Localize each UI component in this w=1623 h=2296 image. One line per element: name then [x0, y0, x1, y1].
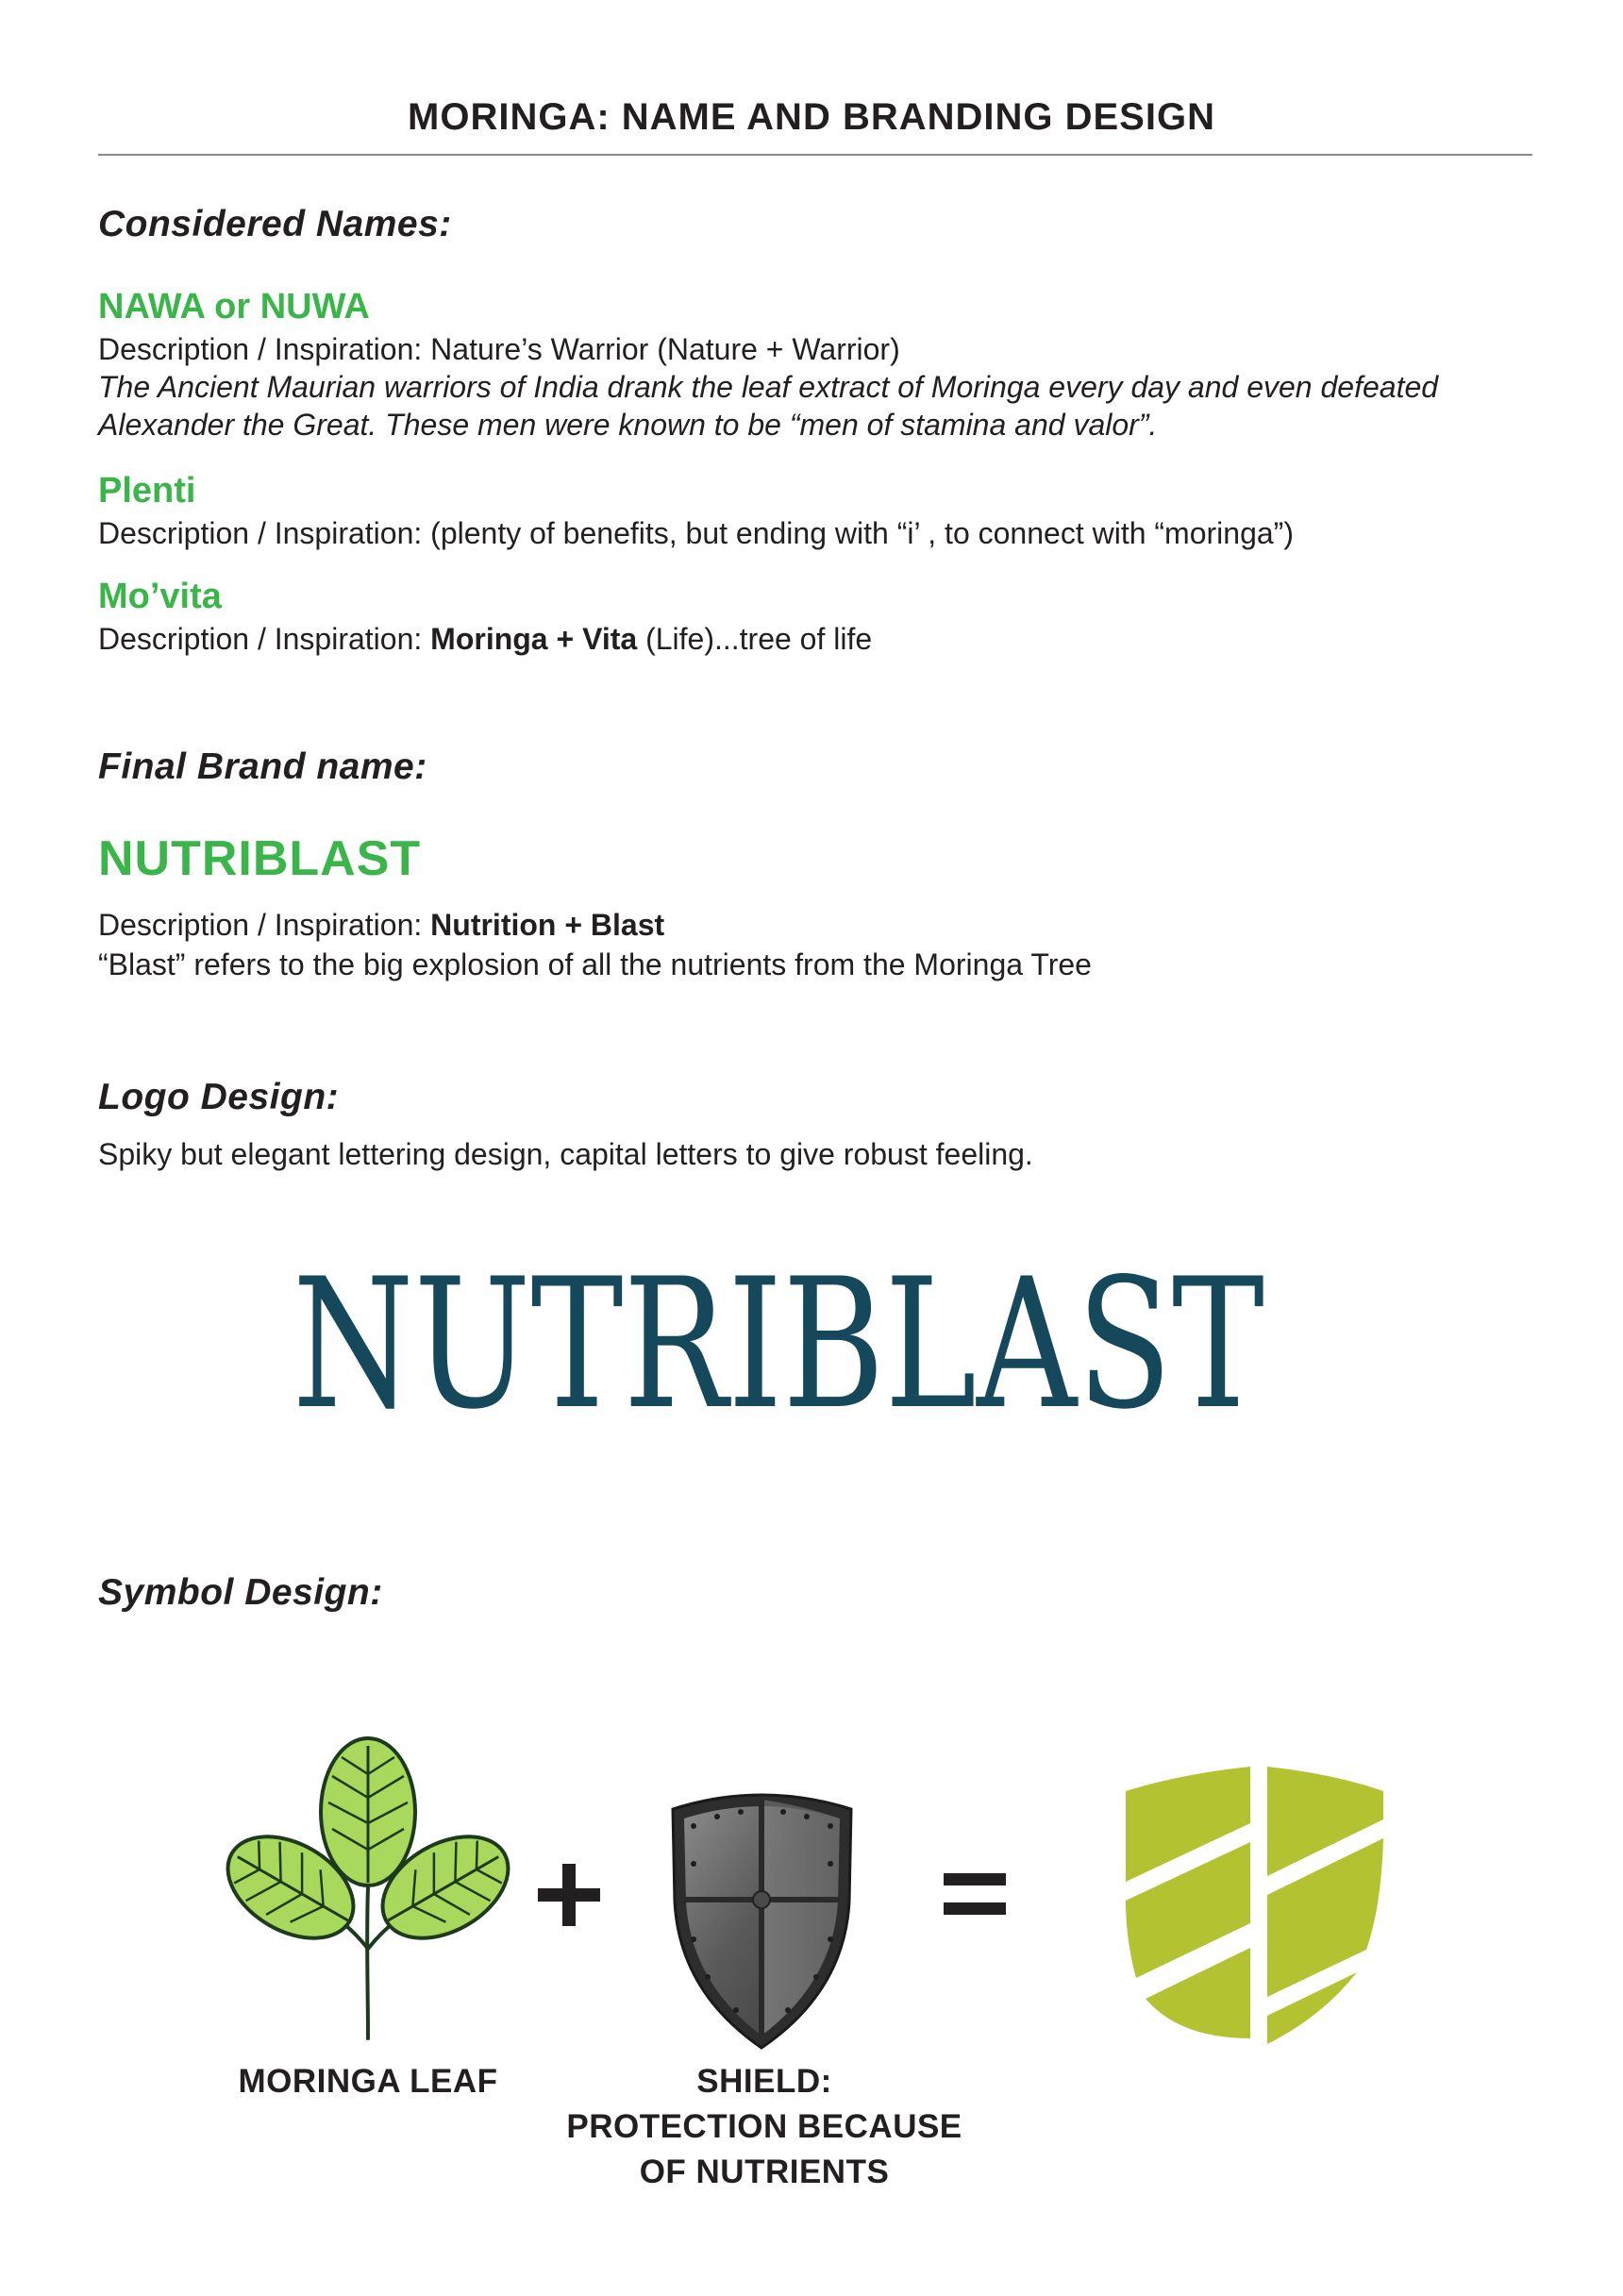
name-option-nawa-note: The Ancient Maurian warriors of India drank the leaf extract of Moringa every day and even defeated Alexander the Great. These men were known to be “men of stamina and valor”.: [98, 370, 1439, 442]
considered-names-heading: Considered Names:: [98, 204, 452, 244]
description-prefix: Description / Inspiration:: [98, 332, 431, 366]
moringa-leaf-caption: MORINGA LEAF: [238, 2063, 498, 2100]
final-brand-description: [98, 906, 664, 944]
name-option-movita-description: [98, 620, 872, 658]
logo-design-description: Spiky but elegant lettering design, capital letters to give robust feeling.: [98, 1137, 1033, 1171]
name-option-movita: Mo’vita: [98, 577, 222, 616]
logo-wordmark: [283, 1232, 1274, 1449]
name-option-nawa: NAWA or NUWA: [98, 287, 370, 327]
plus-operator-icon: [538, 1864, 600, 1926]
equals-operator-icon: [944, 1873, 1006, 1915]
page-title: MORINGA: NAME AND BRANDING DESIGN: [408, 96, 1215, 138]
shield-caption-line: OF NUTRIENTS: [639, 2154, 890, 2190]
logo-design-heading: Logo Design:: [98, 1077, 340, 1117]
description-prefix: Description / Inspiration:: [98, 908, 431, 942]
description-bold: Moringa + Vita: [430, 622, 638, 656]
moringa-leaf-icon: [217, 1722, 519, 2043]
name-option-plenti: Plenti: [98, 471, 196, 511]
logo-wordmark-text: NUTRIBLAST: [293, 1240, 1264, 1449]
name-option-nawa-description: [98, 330, 900, 368]
description-text: Nature’s Warrior (Nature + Warrior): [430, 332, 900, 366]
final-brand-note: “Blast” refers to the big explosion of all the nutrients from the Moringa Tree: [98, 947, 1092, 981]
header-divider: [98, 154, 1532, 156]
description-bold: Nutrition + Blast: [430, 908, 665, 942]
description-text: (plenty of benefits, but ending with “i’ , to connect with “moringa”): [430, 516, 1294, 550]
final-brand-name: NUTRIBLAST: [98, 831, 422, 886]
description-prefix: Description / Inspiration:: [98, 516, 431, 550]
description-prefix: Description / Inspiration:: [98, 622, 431, 656]
shield-caption-line: PROTECTION BECAUSE: [566, 2108, 962, 2145]
shield-caption-line: SHIELD:: [696, 2063, 832, 2100]
shield-caption: [561, 2059, 967, 2195]
leaf-shield-logo-icon: [1123, 1765, 1387, 2048]
symbol-design-heading: Symbol Design:: [98, 1572, 383, 1613]
final-brand-heading: Final Brand name:: [98, 746, 427, 787]
name-option-plenti-description: [98, 514, 1294, 552]
metal-shield-icon: [665, 1788, 859, 2053]
description-suffix: (Life)...tree of life: [637, 622, 873, 656]
